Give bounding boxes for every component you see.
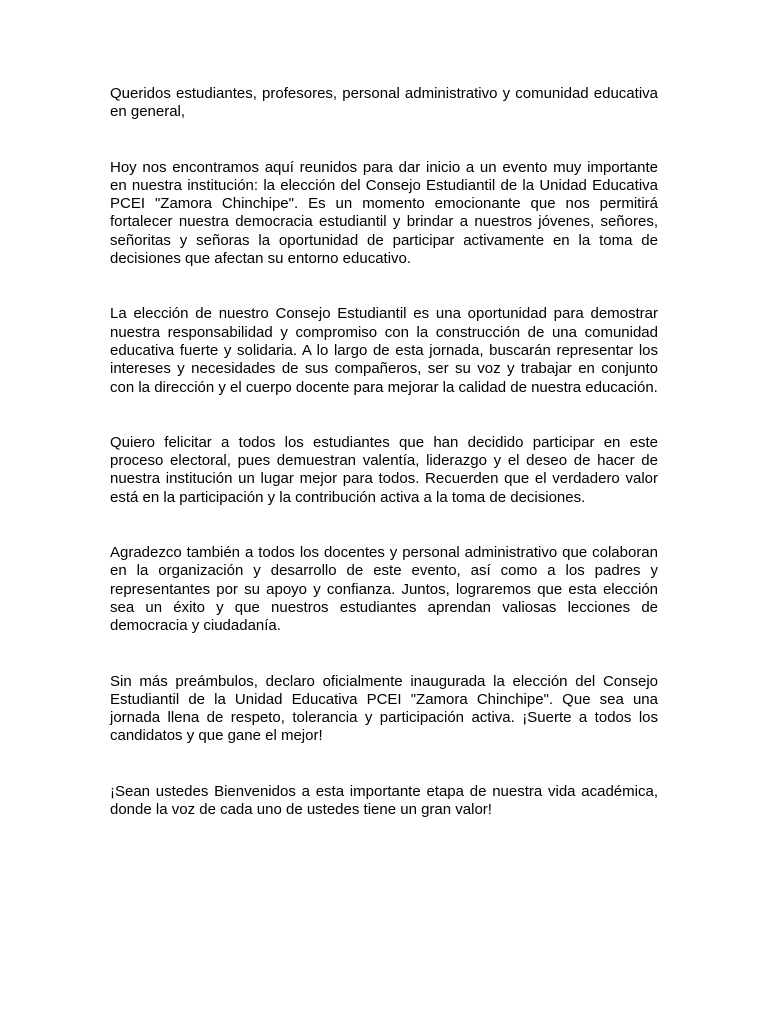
paragraph-welcome: ¡Sean ustedes Bienvenidos a esta importante etapa de nuestra vida académica, donde la voz de cada uno de ustedes tiene un gran valor! [110, 782, 658, 819]
paragraph-inauguration: Sin más preámbulos, declaro oficialmente inaugurada la elección del Consejo Estudiantil de la Unidad Educativa PCEI "Zamora Chinchipe". Que sea una jornada llena de respeto, tolerancia y participación activa. ¡Suerte a todos los candidatos y que gane el mejor! [110, 672, 658, 745]
document-body [110, 85, 658, 819]
paragraph-acknowledgements: Agradezco también a todos los docentes y personal administrativo que colaboran en la organización y desarrollo de este evento, así como a los padres y representantes por su apoyo y confianza. Juntos, lograremos que esta elección sea un éxito y que nuestros estudiantes aprendan valiosas lecciones de democracia y ciudadanía. [110, 544, 658, 635]
paragraph-greeting: Queridos estudiantes, profesores, personal administrativo y comunidad educativa en general, [110, 85, 658, 121]
paragraph-council-purpose: La elección de nuestro Consejo Estudiantil es una oportunidad para demostrar nuestra responsabilidad y compromiso con la construcción de una comunidad educativa fuerte y solidaria. A lo largo de esta jornada, buscarán representar los intereses y necesidades de sus compañeros, ser su voz y trabajar en conjunto con la dirección y el cuerpo docente para mejorar la calidad de nuestra educación. [110, 305, 658, 396]
paragraph-congratulations: Quiero felicitar a todos los estudiantes que han decidido participar en este proceso electoral, pues demuestran valentía, liderazgo y el deseo de hacer de nuestra institución un lugar mejor para todos. Recuerden que el verdadero valor está en la participación y la contribución activa a la toma de decisiones. [110, 433, 658, 506]
paragraph-introduction: Hoy nos encontramos aquí reunidos para dar inicio a un evento muy importante en nuestra institución: la elección del Consejo Estudiantil de la Unidad Educativa PCEI "Zamora Chinchipe". Es un momento emocionante que nos permitirá fortalecer nuestra democracia estudiantil y brindar a nuestros jóvenes, señores, señoritas y señoras la oportunidad de participar activamente en la toma de decisiones que afectan su entorno educativo. [110, 158, 658, 268]
